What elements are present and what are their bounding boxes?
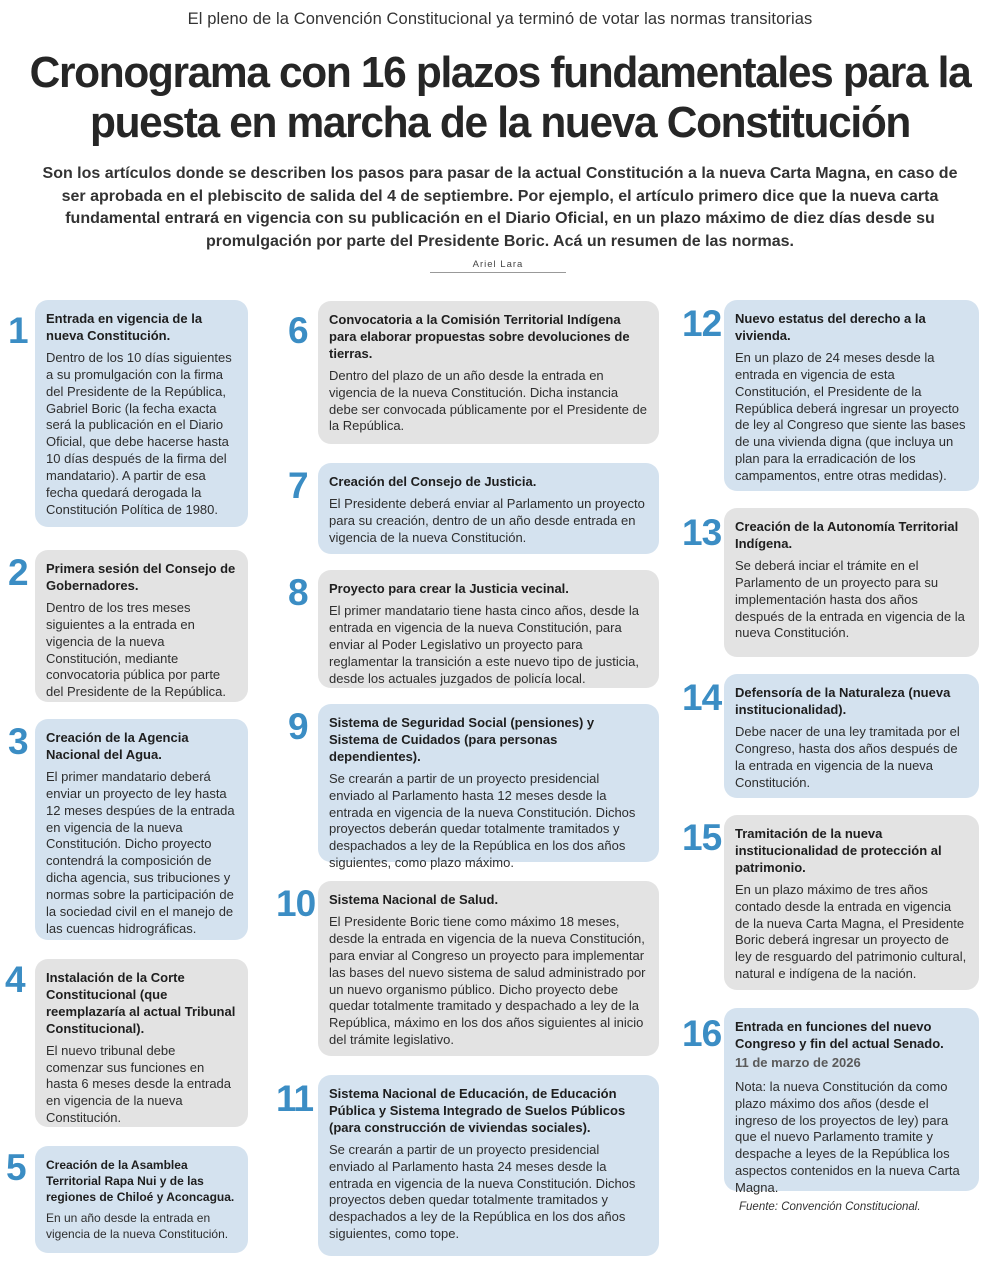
item-16-number: 16 <box>682 1013 722 1054</box>
item-2-title: Primera sesión del Consejo de Gobernadores. <box>46 561 236 593</box>
item-2-card <box>35 550 248 702</box>
item-3-title: Creación de la Agencia Nacional del Agua. <box>46 730 189 762</box>
item-6-number: 6 <box>288 310 308 351</box>
item-5-card <box>35 1146 248 1253</box>
item-11-card <box>318 1075 659 1256</box>
item-1-card <box>35 300 248 527</box>
item-1-number: 1 <box>8 310 28 351</box>
item-5-title: Creación de la Asamblea Territorial Rapa Nui y de las regiones de Chiloé y Aconcagua. <box>46 1158 235 1204</box>
item-12-number: 12 <box>682 303 722 344</box>
headline-line-1: Cronograma con 16 plazos fundamentales para la <box>29 48 971 97</box>
item-6-title: Convocatoria a la Comisión Territorial Indígena para elaborar propuestas sobre devoluciones de tierras. <box>329 312 630 361</box>
item-8-number: 8 <box>288 572 308 613</box>
item-12-card <box>724 300 979 491</box>
item-11-number: 11 <box>276 1078 314 1119</box>
item-15-card <box>724 815 979 990</box>
item-2-number: 2 <box>8 552 28 593</box>
item-13-card <box>724 508 979 657</box>
item-16-date: 11 de marzo de 2026 <box>735 1054 861 1070</box>
item-10-body: El Presidente Boric tiene como máximo 18 meses, desde la entrada en vigencia de la nueva Constitución, para enviar al Congreso un proyecto para implementar las bases del nuevo sistema de salud administrado por un nuevo organismo público. Dicho proyecto debe quedar totalmente tramitado y despachado a ley de la República, máximo en los dos años siguientes al inicio del trámite legislativo. <box>329 913 646 1048</box>
item-4-card <box>35 959 248 1127</box>
item-4-number: 4 <box>5 959 25 1000</box>
item-16-card <box>724 1008 979 1196</box>
item-3-body: El primer mandatario deberá enviar un proyecto de ley hasta 12 meses despúes de la entrada en vigencia de la nueva Constitución. Dicho proyecto contendrá la composición de dicha agencia, sus tribuciones y normas sobre la participación de la sociedad civil en el manejo de las cuencas hidrográficas. <box>46 768 235 936</box>
headline <box>18 48 983 148</box>
item-10-card <box>318 881 659 1056</box>
item-14-body: Debe nacer de una ley tramitada por el Congreso, hasta dos años después de la entrada en vigencia de la nueva Constitución. <box>735 723 960 790</box>
item-16-title: Entrada en funciones del nuevo Congreso y fin del actual Senado. <box>735 1019 944 1051</box>
item-1-title: Entrada en vigencia de la nueva Constitución. <box>46 311 203 343</box>
item-14-card <box>724 674 979 798</box>
item-15-title: Tramitación de la nueva institucionalidad de protección al patrimonio. <box>735 826 942 875</box>
item-11-body: Se crearán a partir de un proyecto presidencial enviado al Parlamento hasta 24 meses desde la entrada en vigencia de la nueva Constitución. Dichos proyectos deben quedar totalmente tramitados y despachados a ley de la República en los dos años siguientes, como tope. <box>329 1141 636 1242</box>
byline: Ariel Lara <box>430 259 566 273</box>
item-3-number: 3 <box>8 721 28 762</box>
source-note: Fuente: Convención Constitucional. <box>739 1201 921 1213</box>
item-11-title: Sistema Nacional de Educación, de Educación Pública y Sistema Integrado de Suelos Públicos (para construcción de viviendas sociales). <box>329 1086 626 1135</box>
item-12-body: En un plazo de 24 meses desde la entrada en vigencia de esta Constitución, el Presidente de la República deberá ingresar un proyecto de ley al Congreso que siente las bases de una vivienda digna (que incluya un plan para la erradicación de los campamentos, entre otras medidas). <box>735 349 966 484</box>
item-3-card <box>35 719 248 940</box>
item-15-body: En un plazo máximo de tres años contado desde la entrada en vigencia de la nueva Carta Magna, el Presidente Boric deberá ingresar un proyecto de ley de resguardo del patrimonio cultural, natural e indígena de la nación. <box>735 881 967 982</box>
item-7-title: Creación del Consejo de Justicia. <box>329 474 537 489</box>
headline-line-2: puesta en marcha de la nueva Constitución <box>90 98 910 147</box>
item-2-body: Dentro de los tres meses siguientes a la entrada en vigencia de la nueva Constitución, mediante convocatoria pública por parte del Presidente de la República. <box>46 599 226 700</box>
item-5-body: En un año desde la entrada en vigencia de la nueva Constitución. <box>46 1211 229 1241</box>
item-4-title: Instalación de la Corte Constitucional (que reemplazaría al actual Tribunal Constitucional). <box>46 970 236 1036</box>
item-8-body: El primer mandatario tiene hasta cinco años, desde la entrada en vigencia de la nueva Constitución, para enviar al Poder Legislativo un proyecto para reglamentar la transición a este nuevo tipo de justicia, desde los actuales juzgados de policía local. <box>329 602 640 686</box>
item-9-title: Sistema de Seguridad Social (pensiones) y Sistema de Cuidados (para personas dependientes). <box>329 715 595 764</box>
kicker: El pleno de la Convención Constitucional ya terminó de votar las normas transitorias <box>187 10 813 28</box>
item-8-title: Proyecto para crear la Justicia vecinal. <box>329 581 569 596</box>
item-7-card <box>318 463 659 554</box>
item-12-title: Nuevo estatus del derecho a la vivienda. <box>735 311 926 343</box>
item-7-body: El Presidente deberá enviar al Parlamento un proyecto para su creación, dentro de un año desde entrada en vigencia de la nueva Constitución. <box>329 495 645 545</box>
item-10-number: 10 <box>276 883 316 924</box>
item-13-number: 13 <box>682 512 722 553</box>
item-16-body: Nota: la nueva Constitución da como plazo máximo dos años (desde el ingreso de los proyectos de ley) para que el nuevo Parlamento tramite y despache a leyes de la República los aspectos contenidos en la nueva Carta Magna. <box>735 1078 960 1196</box>
item-13-title: Creación de la Autonomía Territorial Indígena. <box>735 519 959 551</box>
item-6-card <box>318 301 659 444</box>
item-6-body: Dentro del plazo de un año desde la entrada en vigencia de la nueva Constitución. Dicha instancia debe ser convocada públicamente por el Presidente de la República. <box>329 367 647 434</box>
item-5-number: 5 <box>6 1147 26 1188</box>
item-14-number: 14 <box>682 677 722 718</box>
intro-paragraph: Son los artículos donde se describen los pasos para pasar de la actual Constitución a la nueva Carta Magna, en caso de ser aprobada en el plebiscito de salida del 4 de septiembre. Por ejemplo, el artículo primero dice que la nueva carta fundamental entrará en vigencia con su publicación en el Diario Oficial, en un plazo máximo de diez días desde su promulgación por parte del Presidente Boric. Acá un resumen de las normas. <box>42 165 958 250</box>
item-7-number: 7 <box>288 465 308 506</box>
item-9-card <box>318 704 659 871</box>
item-14-title: Defensoría de la Naturaleza (nueva institucionalidad). <box>735 685 951 717</box>
item-4-body: El nuevo tribunal debe comenzar sus funciones en hasta 6 meses desde la entrada en vigencia de la nueva Constitución. <box>46 1042 232 1126</box>
item-8-card <box>318 570 659 688</box>
item-10-title: Sistema Nacional de Salud. <box>329 892 499 907</box>
item-15-number: 15 <box>682 817 722 858</box>
item-9-number: 9 <box>288 706 308 747</box>
item-13-body: Se deberá inciar el trámite en el Parlamento de un proyecto para su implementación hasta dos años después de la entrada en vigencia de la nueva Constitución. <box>735 557 965 641</box>
item-9-body: Se crearán a partir de un proyecto presidencial enviado al Parlamento hasta 12 meses desde la entrada en vigencia de la nueva Constitución. Dichos proyectos deberán quedar totalmente tramitados y despachados a ley de la República en los dos años siguientes, como plazo máximo. <box>329 770 636 871</box>
item-1-body: Dentro de los 10 días siguientes a su promulgación con la firma del Presidente de la República, Gabriel Boric (la fecha exacta será la publicación en el Diario Oficial, que debe hacerse hasta 10 días después de la firma del mandatario). A partir de esa fecha quedará derogada la Constitución Política de 1980. <box>46 349 232 517</box>
